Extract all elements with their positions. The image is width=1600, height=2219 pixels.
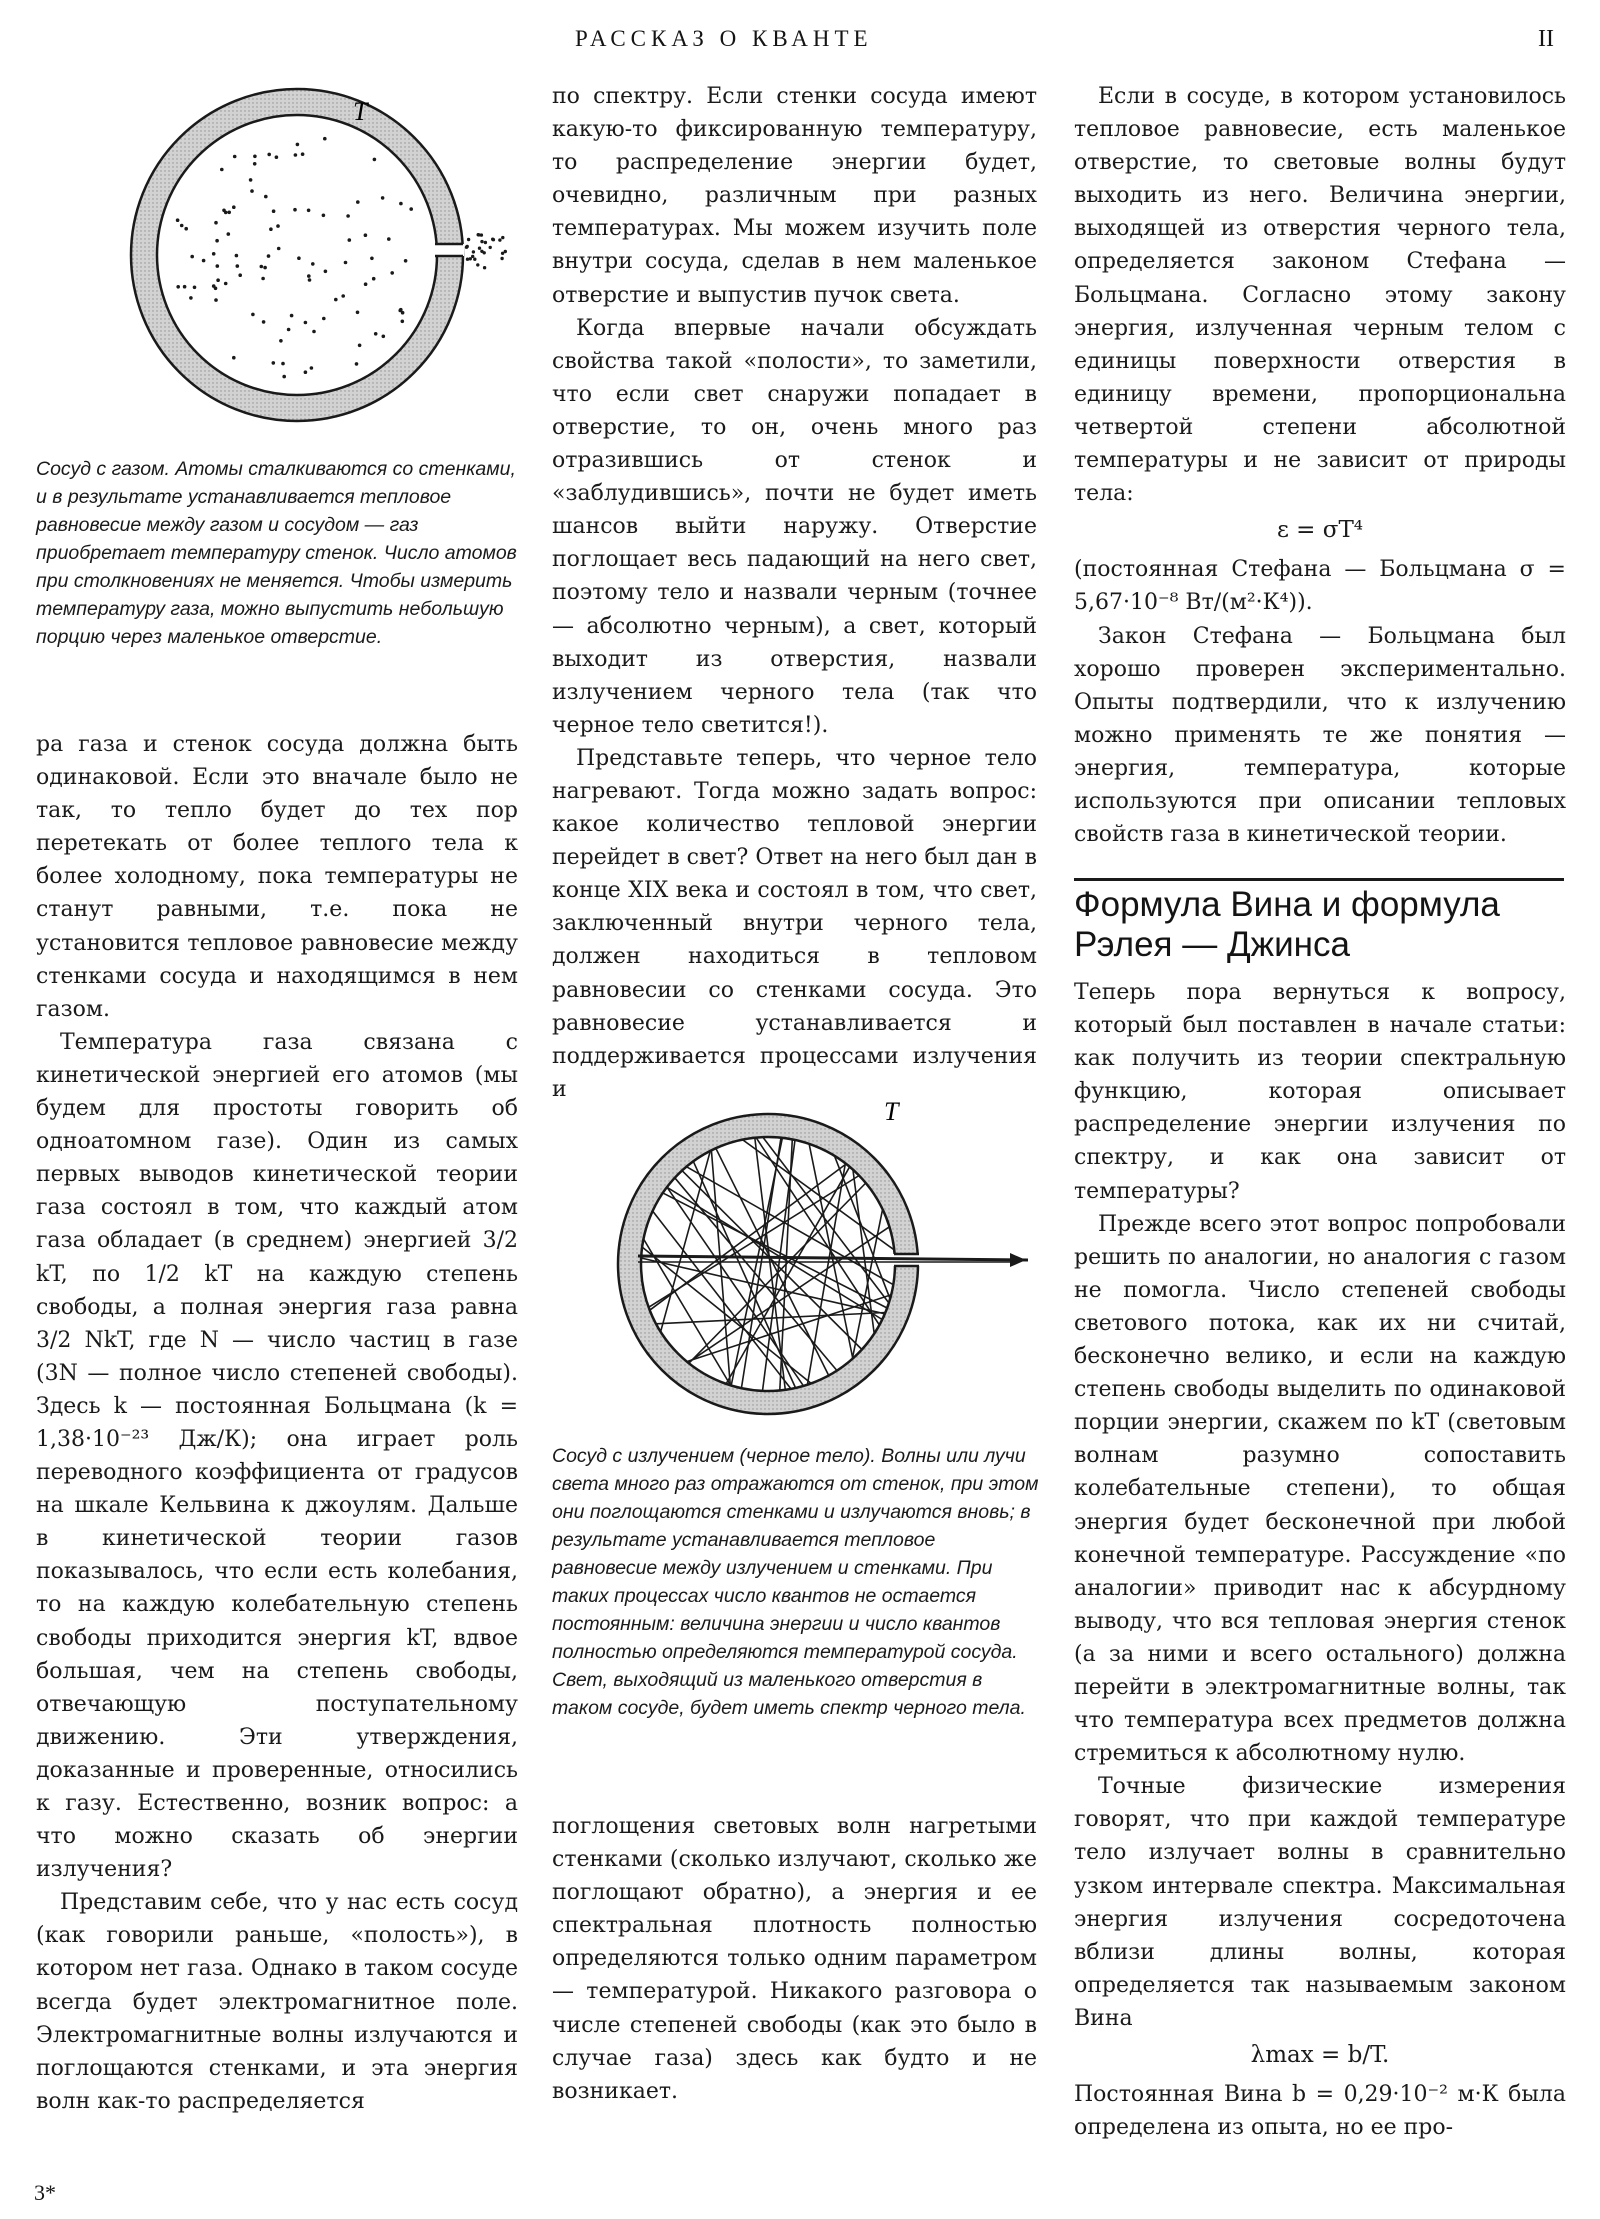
gas-caption-text: Сосуд с газом. Атомы сталкиваются со стенками, и в результате устанавливается тепловое равновесие между газом и сосудом — газ приобретает температуру стенок. Число атомов при столкновениях не меняется. Чтобы измерить температуру газа, можно выпустить небольшую порцию через маленькое отверстие. (36, 458, 517, 648)
escaping-atom (501, 252, 504, 255)
gas-atom (348, 238, 352, 242)
gas-atom (214, 287, 218, 291)
gas-atom (176, 218, 180, 222)
gas-atom (293, 208, 297, 212)
gas-atom (216, 264, 220, 268)
gas-atom (212, 252, 216, 256)
gas-atom (249, 178, 253, 182)
gas-atom (281, 362, 285, 366)
gas-atom (253, 162, 257, 166)
gas-atom (287, 328, 291, 332)
gas-atom (214, 221, 218, 225)
gas-atom (382, 335, 386, 339)
col1-paragraph-3: Представим себе, что у нас есть сосуд (как говорили раньше, «полость»), в котором нет газа. Однако в таком сосуде всегда будет электромагнитное поле. Электромагнитные волны излучаются и поглощаются стенками, и эта энергия волн как-то распределяется (36, 1890, 518, 2114)
gas-atom (387, 237, 391, 241)
gas-atom (180, 224, 184, 228)
gas-atom (236, 264, 240, 268)
gas-atom (261, 277, 265, 281)
gas-atom (323, 137, 327, 141)
col3-paragraph-2: (постоянная Стефана — Больцмана σ = 5,67·10⁻⁸ Вт/(м²·К⁴)). (1074, 557, 1566, 616)
gas-atom (272, 361, 276, 365)
gas-atom (344, 261, 348, 265)
stefan-boltzmann-formula: ε = σT⁴ (1276, 517, 1364, 544)
escaping-atom (492, 238, 495, 241)
radiation-figure-caption (552, 1442, 1040, 1722)
col1-paragraph-1: ра газа и стенок сосуда должна быть одинаковой. Если это вначале было не так, то тепло будет до тех пор перетекать от более теплого тела к более холодному, пока температуры не станут равными, т.е. пока не установится тепловое равновесие между стенками сосуда и находящимся в нем газом. (36, 732, 518, 1022)
gas-atom (282, 375, 286, 379)
gas-atom (356, 311, 360, 315)
gas-atom (276, 224, 280, 228)
gas-atom (214, 298, 218, 302)
gas-atom (272, 209, 276, 213)
col3-paragraph-3: Закон Стефана — Больцмана был хорошо проверен экспериментально. Опыты подтвердили, что к излучению можно применять те же понятия — энергия, температура, которые используются при описании тепловых свойств газа в кинетической теории. (1074, 623, 1566, 848)
radiation-figure-label-t: T (884, 1097, 899, 1126)
gas-vessel-figure (40, 70, 510, 450)
gas-atom (297, 256, 301, 260)
gas-atom (358, 344, 362, 348)
gas-atom (304, 321, 308, 325)
wien-law-formula: λmax = b/T. (1250, 2042, 1390, 2068)
gas-atom (262, 320, 266, 324)
gas-atom (301, 152, 305, 156)
gas-atom (202, 259, 206, 263)
gas-atom (264, 195, 268, 199)
escaping-atom (480, 240, 483, 243)
gas-atom (227, 232, 231, 236)
gas-atom (401, 320, 405, 324)
escaping-atom (483, 266, 486, 269)
gas-atom (399, 202, 403, 206)
gas-atom (370, 257, 374, 261)
gas-atom (251, 313, 255, 317)
col3-paragraph-7: Постоянная Вина b = 0,29·10⁻² м·К была определена из опыта, но ее про- (1074, 2082, 1566, 2141)
gas-atom (294, 153, 298, 157)
gas-figure-caption (36, 455, 522, 651)
gas-atom (267, 153, 271, 157)
section-heading: Формула Вина и формула Рэлея — Джинса (1074, 878, 1564, 965)
gas-atom (399, 308, 403, 312)
gas-atom (277, 247, 281, 251)
column-3-bottom (1074, 976, 1566, 2144)
gas-atom (364, 233, 368, 237)
col2-paragraph-3: Представьте теперь, что черное тело нагревают. Тогда можно задать вопрос: какое количество тепловой энергии перейдет в свет? Ответ на него был дан в конце XIX века и состоял в том, что свет, заключенный внутри черного тела, должен находиться в тепловом равновесии со стенками сосуда. Это равновесие устанавливается и поддерживается процессами излучения и (552, 745, 1037, 1102)
gas-atom (374, 332, 378, 336)
gas-atom (324, 270, 328, 274)
gas-atom (227, 211, 231, 215)
escaping-atom (471, 255, 474, 258)
gas-atom (253, 155, 257, 159)
gas-atom (232, 205, 236, 209)
col1-paragraph-2: Температура газа связана с кинетической энергией его атомов (мы будем для простоты говорить об одноатомном газе). Один из самых первых выводов кинетической теории газа состоял в том, что каждый атом газа обладает (в среднем) энергией 3/2 kT, по 1/2 kT на каждую степень свободы, а полная энергия газа равна 3/2 NkT, где N — число частиц в газе (3N — полное число степеней свободы). Здесь k — постоянная Больцмана (k = 1,38·10⁻²³ Дж/К); она играет роль переводного коэффициента от градусов на шкале Кельвина к джоулям. Дальше в кинетической теории газов показывалось, что если есть колебания, то на каждую колебательную степень свободы приходится энергия kT, вдвое большая, чем на степень свободы, отвечающую поступательному движению. Эти утверждения, доказанные и проверенные, относились к газу. Естественно, возник вопрос: а что можно сказать об энергии излучения? (36, 1029, 518, 1883)
page-number: II (1538, 26, 1554, 52)
gas-figure-label-t: T (353, 97, 368, 126)
escaping-atom (469, 257, 472, 260)
escaping-atom (498, 238, 501, 241)
escaping-atom (480, 233, 483, 236)
header-title: РАССКАЗ О КВАНТЕ (575, 26, 873, 51)
gas-atom (364, 282, 368, 286)
gas-atom (269, 227, 273, 231)
col3-paragraph-1: Если в сосуде, в котором установилось тепловое равновесие, есть маленькое отверстие, то световые волны будут выходить из него. Величина энергии, выходящей из отверстия черного тела, определяется законом Стефана — Больцмана. Согласно этому закону энергия, излученная черным телом с единицы поверхности отверстия в единицу времени, пропорциональна четвертой степени абсолютной температуры и не зависит от природы тела: (1074, 84, 1566, 507)
exit-beam-arrow (1010, 1253, 1026, 1267)
gas-atom (267, 254, 271, 258)
gas-atom (390, 271, 394, 275)
column-1 (36, 728, 518, 2118)
gas-atom (220, 168, 224, 172)
col2-paragraph-1: по спектру. Если стенки сосуда имеют какую-то фиксированную температуру, то распределение энергии будет, очевидно, различным при разных температурах. Мы можем изучить поле внутри сосуда, сделав в нем маленькое отверстие и выпустив пучок света. (552, 84, 1037, 308)
gas-atom (401, 311, 405, 315)
col3-paragraph-6: Точные физические измерения говорят, что при каждой температуре тело излучает волны в сравнительно узком интервале спектра. Максимальная энергия излучения сосредоточена вблизи длины волны, которая определяется так называемым законом Вина (1074, 1774, 1566, 2031)
gas-atom (250, 189, 254, 193)
radiation-vessel-figure (548, 1072, 1038, 1432)
col2-paragraph-2: Когда впервые начали обсуждать свойства такой «полости», то заметили, что если свет снаружи попадает в отверстие, то он, очень много раз отразившись от стенок и «заблудившись», почти не будет иметь шансов выйти наружу. Отверстие поглощает весь падающий на него свет, поэтому тело и назвали черным (точнее — абсолютно черным), а свет, который выходит из отверстия, назвали излучением черного тела (так что черное тело светится!). (552, 315, 1037, 738)
gas-atom (190, 255, 194, 259)
col3-paragraph-5: Прежде всего этот вопрос попробовали решить по аналогии, но аналогия с газом не помогла. Число степеней свободы светового потока, как их ни считай, бесконечно велико, и если на каждую степень свободы выделить по одинаковой порции энергии, скажем по kT (световым волнам разумно сопоставить колебательные степени), то общая энергия будет бесконечной при любой конечной температуре. Рассуждение «по аналогии» приводит нас к абсурдному выводу, что вся тепловая энергия стенок (а за ними и всего остального) должна перейти в электромагнитные волны, так что температура всех предметов должна стремиться к абсолютному нулю. (1074, 1211, 1566, 1767)
gas-atom (235, 254, 239, 258)
gas-atom (260, 265, 264, 269)
gas-atom (404, 259, 408, 263)
signature-mark: 3* (34, 2180, 56, 2205)
col3-paragraph-4: Теперь пора вернуться к вопросу, который был поставлен в начале статьи: как получить из теории спектральную функцию, которая описывает распределение энергии излучения по спектру, и как она зависит от температуры? (1074, 980, 1566, 1204)
gas-atom (341, 294, 345, 298)
gas-atom (334, 298, 338, 302)
gas-atom (356, 200, 360, 204)
gas-atom (373, 158, 377, 162)
gas-atom (355, 362, 359, 366)
escaping-atom (478, 247, 481, 250)
gas-atom (238, 273, 242, 277)
running-header (0, 26, 1600, 66)
escaping-atom (500, 257, 503, 260)
gas-atom (224, 282, 228, 286)
gas-atom (307, 274, 311, 278)
gas-atom (322, 214, 326, 218)
escaping-atom (489, 246, 492, 249)
escaping-atom (501, 236, 504, 239)
column-2-top (552, 80, 1037, 1106)
gas-atom (233, 155, 237, 159)
gas-atom (290, 314, 294, 318)
gas-atom (279, 339, 283, 343)
escaping-atom (483, 251, 486, 254)
gas-atom (322, 317, 326, 321)
gas-atom (311, 262, 315, 266)
gas-atom (310, 366, 314, 370)
gas-atom (176, 285, 180, 289)
gas-atom (183, 285, 187, 289)
gas-atom (263, 266, 267, 270)
gas-atom (307, 209, 311, 213)
gas-atom (409, 207, 413, 211)
escaping-atom (473, 258, 476, 261)
gas-atom (275, 155, 279, 159)
gas-atom (381, 196, 385, 200)
gas-atom (346, 214, 350, 218)
escaping-atom (465, 246, 468, 249)
gas-atom (304, 370, 308, 374)
escaping-atom (467, 238, 470, 241)
column-2-bottom (552, 1810, 1037, 2108)
escaping-atom (476, 263, 479, 266)
radiation-caption-text: Сосуд с излучением (черное тело). Волны или лучи света много раз отражаются от стенок, при этом они поглощаются стенками и излучаются вновь; в результате устанавливается тепловое равновесие между излучением и стенками. При таких процессах число квантов не остается постоянным: величина энергии и число квантов полностью определяются температурой сосуда. Свет, выходящий из маленького отверстия в таком сосуде, будет иметь спектр черного тела. (552, 1445, 1039, 1719)
escaping-atom (472, 250, 475, 253)
gas-atom (222, 209, 226, 213)
gas-atom (216, 278, 220, 282)
gas-atom (232, 356, 236, 360)
gas-atom (372, 277, 376, 281)
gas-atom (312, 330, 316, 334)
gas-atom (189, 296, 193, 300)
escaping-atom (484, 241, 487, 244)
gas-atom (193, 286, 197, 290)
gas-atom (296, 143, 300, 147)
gas-atom (308, 278, 312, 282)
gas-atom (215, 239, 219, 243)
gas-atom (184, 227, 188, 231)
col2-paragraph-4: поглощения световых волн нагретыми стенками (сколько излучают, сколько же поглощают обратно), а энергия и ее спектральная плотность полностью определяются только одним параметром — температурой. Никакого разговора о числе степеней свободы (как это было в случае газа) здесь как будто и не возникает. (552, 1814, 1037, 2104)
column-3-top (1074, 80, 1566, 851)
